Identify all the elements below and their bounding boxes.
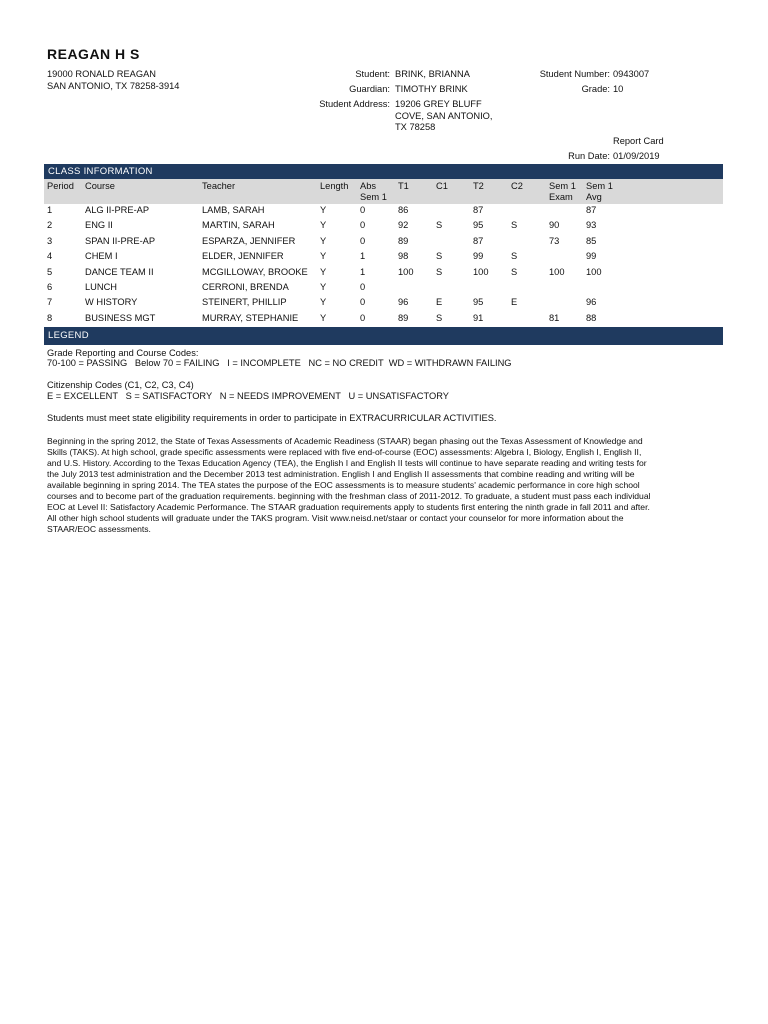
staar-line: the July 2013 test administration and the December 2013 test administration. English I and English II assessments that combine reading and writing will be bbox=[47, 468, 635, 479]
row-avg: 85 bbox=[586, 235, 597, 246]
grade-value: 10 bbox=[613, 84, 624, 94]
row-abs: 0 bbox=[360, 235, 366, 246]
row-teacher: MURRAY, STEPHANIE bbox=[202, 312, 299, 323]
row-abs: 1 bbox=[360, 266, 366, 277]
citizenship-text: E = EXCELLENT S = SATISFACTORY N = NEEDS IMPROVEMENT U = UNSATISFACTORY bbox=[47, 391, 449, 401]
row-t1: 89 bbox=[398, 235, 409, 246]
row-period: 8 bbox=[47, 312, 53, 323]
header-c1: C1 bbox=[436, 181, 448, 191]
student-label: Student: bbox=[355, 69, 390, 79]
row-teacher: ESPARZA, JENNIFER bbox=[202, 235, 296, 246]
student-address-line3: TX 78258 bbox=[395, 122, 436, 132]
row-t1: 96 bbox=[398, 297, 409, 308]
row-c2: E bbox=[511, 297, 518, 308]
grade-codes-text: 70-100 = PASSING Below 70 = FAILING I = INCOMPLETE NC = NO CREDIT WD = WITHDRAWN FAILING bbox=[47, 358, 512, 368]
header-exam-line1: Sem 1 bbox=[549, 181, 576, 191]
row-t2: 99 bbox=[473, 251, 484, 262]
row-t2: 87 bbox=[473, 235, 484, 246]
student-address-line1: 19206 GREY BLUFF bbox=[395, 99, 482, 109]
header-exam-line2: Exam bbox=[549, 192, 573, 202]
row-period: 3 bbox=[47, 235, 53, 246]
row-course: BUSINESS MGT bbox=[85, 312, 156, 323]
staar-line: courses and to become part of the graduation requirements. beginning with the freshman class of 2011-2012. To graduate, a student must pass each individual bbox=[47, 490, 651, 501]
header-abs-line2: Sem 1 bbox=[360, 192, 387, 202]
staar-line: STAAR/EOC assessments. bbox=[47, 523, 151, 534]
row-exam: 100 bbox=[549, 266, 565, 277]
row-period: 1 bbox=[47, 205, 53, 215]
row-t2: 87 bbox=[473, 205, 484, 215]
row-abs: 0 bbox=[360, 297, 366, 308]
row-length: Y bbox=[320, 297, 327, 308]
class-information-bar: CLASS INFORMATION bbox=[44, 164, 723, 180]
row-length: Y bbox=[320, 220, 327, 231]
row-t1: 92 bbox=[398, 220, 409, 231]
student-value: BRINK, BRIANNA bbox=[395, 69, 470, 79]
row-c1: S bbox=[436, 312, 443, 323]
row-t2: 91 bbox=[473, 312, 484, 323]
header-course: Course bbox=[85, 181, 115, 191]
header-c2: C2 bbox=[511, 181, 523, 191]
row-c1: S bbox=[436, 251, 443, 262]
row-period: 2 bbox=[47, 220, 53, 231]
header-abs bbox=[360, 181, 387, 203]
row-abs: 0 bbox=[360, 205, 366, 215]
row-period: 7 bbox=[47, 297, 53, 308]
staar-line: EOC at Level II: Satisfactory Academic Performance. The STAAR graduation requirements apply to students first entering the ninth grade in fall 2011 and after. bbox=[47, 501, 650, 512]
row-avg: 96 bbox=[586, 297, 597, 308]
staar-paragraph bbox=[47, 436, 717, 535]
staar-line: and U.S. History. According to the Texas Education Agency (TEA), the English I and English II tests will continue to have separate reading and writing tests for bbox=[47, 457, 647, 468]
row-c1: S bbox=[436, 220, 443, 231]
header-t2: T2 bbox=[473, 181, 484, 191]
row-course: CHEM I bbox=[85, 251, 118, 262]
header-length: Length bbox=[320, 181, 349, 191]
row-exam: 81 bbox=[549, 312, 560, 323]
student-number-value: 0943007 bbox=[613, 69, 650, 79]
row-avg: 100 bbox=[586, 266, 602, 277]
row-c1: E bbox=[436, 297, 443, 308]
row-t2: 100 bbox=[473, 266, 489, 277]
row-course: DANCE TEAM II bbox=[85, 266, 154, 277]
row-c2: S bbox=[511, 266, 518, 277]
header-avg-line2: Avg bbox=[586, 192, 602, 202]
class-table-header bbox=[44, 179, 723, 204]
row-teacher: ELDER, JENNIFER bbox=[202, 251, 284, 262]
guardian-label: Guardian: bbox=[349, 84, 390, 94]
row-exam: 90 bbox=[549, 220, 560, 231]
row-avg: 88 bbox=[586, 312, 597, 323]
row-course: ALG II-PRE-AP bbox=[85, 205, 150, 215]
row-period: 6 bbox=[47, 282, 53, 292]
row-period: 5 bbox=[47, 266, 53, 277]
row-c2: S bbox=[511, 220, 518, 231]
row-length: Y bbox=[320, 266, 327, 277]
grade-label: Grade: bbox=[581, 84, 610, 94]
header-period: Period bbox=[47, 181, 74, 191]
row-t1: 100 bbox=[398, 266, 414, 277]
grade-codes-title: Grade Reporting and Course Codes: bbox=[47, 348, 199, 358]
header-exam bbox=[549, 181, 576, 203]
run-date-label: Run Date: bbox=[568, 151, 610, 161]
header-abs-line1: Abs bbox=[360, 181, 377, 191]
row-abs: 0 bbox=[360, 220, 366, 231]
run-date-value: 01/09/2019 bbox=[613, 151, 660, 161]
student-address-line2: COVE, SAN ANTONIO, bbox=[395, 110, 493, 121]
citizenship-title: Citizenship Codes (C1, C2, C3, C4) bbox=[47, 380, 194, 390]
row-teacher: MARTIN, SARAH bbox=[202, 220, 275, 231]
row-course: LUNCH bbox=[85, 282, 118, 292]
row-length: Y bbox=[320, 312, 327, 323]
row-t2: 95 bbox=[473, 297, 484, 308]
student-address-label: Student Address: bbox=[319, 99, 390, 109]
row-t1: 86 bbox=[398, 205, 409, 215]
row-course: SPAN II-PRE-AP bbox=[85, 235, 156, 246]
row-length: Y bbox=[320, 251, 327, 262]
row-course: W HISTORY bbox=[85, 297, 138, 308]
row-length: Y bbox=[320, 282, 327, 292]
eligibility-text: Students must meet state eligibility requirements in order to participate in EXTRACURRICULAR ACTIVITIES. bbox=[47, 413, 497, 423]
staar-line: All other high school students will graduate under the TAKS program. Visit www.neisd.net/staar or contact your counselor for more information about the bbox=[47, 512, 624, 523]
student-address-value bbox=[395, 99, 492, 134]
header-t1: T1 bbox=[398, 181, 409, 191]
row-teacher: LAMB, SARAH bbox=[202, 205, 265, 215]
student-number-label: Student Number: bbox=[539, 69, 610, 79]
school-address-line1: 19000 RONALD REAGAN bbox=[47, 69, 157, 79]
row-length: Y bbox=[320, 235, 327, 246]
guardian-value: TIMOTHY BRINK bbox=[395, 84, 468, 94]
school-name: REAGAN H S bbox=[47, 46, 140, 62]
row-c1: S bbox=[436, 266, 443, 277]
school-address bbox=[47, 69, 179, 92]
row-t1: 89 bbox=[398, 312, 409, 323]
row-abs: 1 bbox=[360, 251, 366, 262]
staar-line: available beginning in spring 2014. The TEA states the purpose of the EOC assessments is to measure students' academic performance in core high school bbox=[47, 479, 640, 490]
row-length: Y bbox=[320, 205, 327, 215]
row-avg: 99 bbox=[586, 251, 597, 262]
staar-line: Skills (TAKS). At high school, grade specific assessments were replaced with five end-of-course (EOC) assessments: Algebra I, Biology, English I, English II, bbox=[47, 446, 642, 457]
row-t1: 98 bbox=[398, 251, 409, 262]
row-teacher: STEINERT, PHILLIP bbox=[202, 297, 287, 308]
legend-bar: LEGEND bbox=[44, 327, 723, 345]
row-abs: 0 bbox=[360, 312, 366, 323]
row-exam: 73 bbox=[549, 235, 560, 246]
row-period: 4 bbox=[47, 251, 53, 262]
row-teacher: CERRONI, BRENDA bbox=[202, 282, 289, 292]
row-t2: 95 bbox=[473, 220, 484, 231]
row-avg: 87 bbox=[586, 205, 597, 215]
row-abs: 0 bbox=[360, 282, 366, 292]
row-avg: 93 bbox=[586, 220, 597, 231]
row-course: ENG II bbox=[85, 220, 113, 231]
report-title: Report Card bbox=[613, 136, 664, 146]
header-avg bbox=[586, 181, 613, 203]
staar-line: Beginning in the spring 2012, the State of Texas Assessments of Academic Readiness (STAAR) began phasing out the Texas Assessment of Knowledge and bbox=[47, 436, 643, 446]
row-teacher: MCGILLOWAY, BROOKE bbox=[202, 266, 308, 277]
header-avg-line1: Sem 1 bbox=[586, 181, 613, 191]
header-teacher: Teacher bbox=[202, 181, 236, 191]
row-c2: S bbox=[511, 251, 518, 262]
school-address-line2: SAN ANTONIO, TX 78258-3914 bbox=[47, 80, 180, 91]
